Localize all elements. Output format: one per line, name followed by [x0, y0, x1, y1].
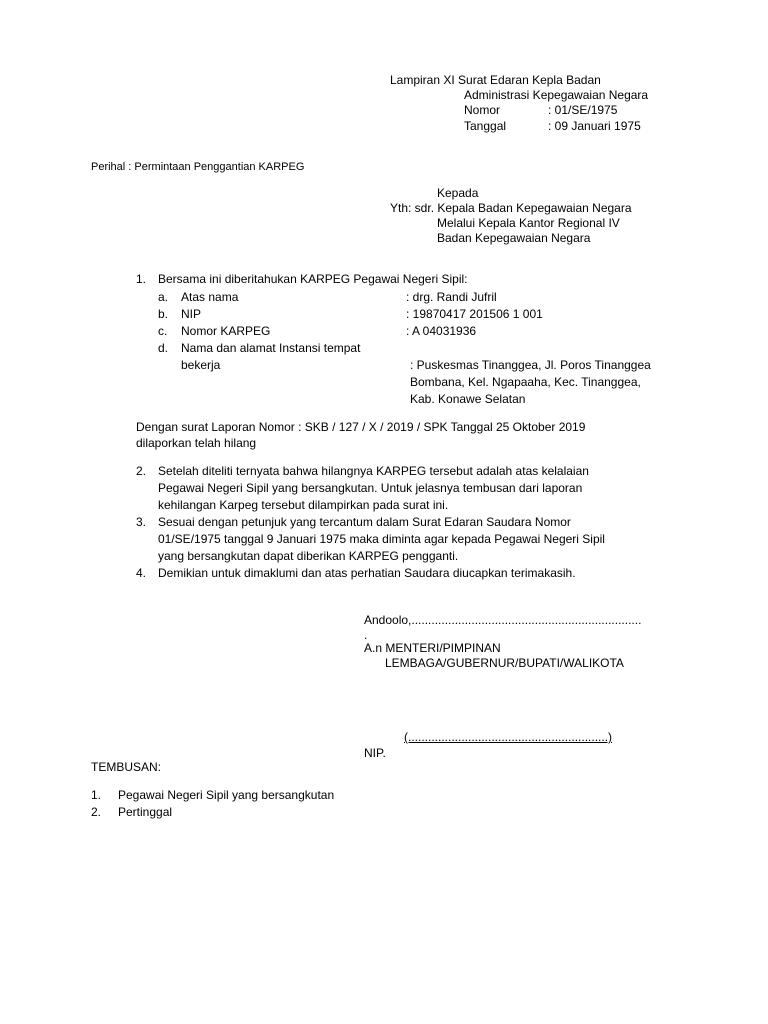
item-d-label1: Nama dan alamat Instansi tempat: [181, 341, 361, 355]
item-c-letter: c.: [158, 324, 168, 338]
item-d-value3: Kab. Konawe Selatan: [410, 392, 526, 406]
point3-number: 3.: [136, 515, 147, 529]
tanggal-label: Tanggal: [464, 119, 507, 133]
lampiran-line1: Lampiran XI Surat Edaran Kepla Badan: [390, 73, 601, 87]
item-b-letter: b.: [158, 307, 169, 321]
item-b-value: : 19870417 201506 1 001: [406, 307, 543, 321]
item-a-value: : drg. Randi Jufril: [406, 290, 497, 304]
item-d-letter: d.: [158, 341, 169, 355]
nomor-value: : 01/SE/1975: [548, 103, 618, 117]
perihal: Perihal : Permintaan Penggantian KARPEG: [91, 161, 305, 173]
kepada-line3: Badan Kepegawaian Negara: [437, 231, 591, 245]
signature-nip: NIP.: [364, 746, 386, 760]
tembusan-item-1-text: Pegawai Negeri Sipil yang bersangkutan: [118, 788, 335, 802]
tembusan-item-2-text: Pertinggal: [118, 805, 173, 819]
tembusan-item-2-number: 2.: [91, 805, 102, 819]
point3-line1: Sesuai dengan petunjuk yang tercantum dalam Surat Edaran Saudara Nomor: [158, 515, 571, 529]
item-d-value2: Bombana, Kel. Ngapaaha, Kec. Tinanggea,: [410, 375, 641, 389]
nomor-label: Nomor: [464, 103, 501, 117]
point1-text: Bersama ini diberitahukan KARPEG Pegawai Negeri Sipil:: [158, 272, 468, 286]
laporan-line1: Dengan surat Laporan Nomor : SKB / 127 / X / 2019 / SPK Tanggal 25 Oktober 2019: [136, 420, 586, 434]
laporan-line2: dilaporkan telah hilang: [136, 436, 257, 450]
kepada-line2: Melalui Kepala Kantor Regional IV: [437, 216, 620, 230]
item-a-letter: a.: [158, 290, 169, 304]
signature-dot: .: [364, 628, 368, 642]
kepada-yth: Yth: sdr. Kepala Badan Kepegawaian Negara: [390, 201, 632, 215]
item-d-label2: bekerja: [181, 358, 221, 372]
signature-place: Andoolo,.....................................................................: [364, 613, 642, 627]
item-c-label: Nomor KARPEG: [181, 324, 271, 338]
point4-number: 4.: [136, 566, 147, 580]
point2-line3: kehilangan Karpeg tersebut dilampirkan pada surat ini.: [158, 498, 449, 512]
kepada-label: Kepada: [437, 186, 479, 200]
signature-an: A.n MENTERI/PIMPINAN: [364, 641, 501, 655]
item-d-value1: : Puskesmas Tinanggea, Jl. Poros Tinanggea: [410, 358, 651, 372]
tembusan-item-1-number: 1.: [91, 788, 102, 802]
point2-line2: Pegawai Negeri Sipil yang bersangkutan. Untuk jelasnya tembusan dari laporan: [158, 481, 583, 495]
signature-role: LEMBAGA/GUBERNUR/BUPATI/WALIKOTA: [385, 656, 624, 670]
point1-number: 1.: [136, 272, 147, 286]
point3-line2: 01/SE/1975 tanggal 9 Januari 1975 maka diminta agar kepada Pegawai Negeri Sipil: [158, 532, 605, 546]
point3-line3: yang bersangkutan dapat diberikan KARPEG pengganti.: [158, 549, 459, 563]
tembusan-title: TEMBUSAN:: [91, 760, 162, 774]
point2-number: 2.: [136, 464, 147, 478]
point2-line1: Setelah diteliti ternyata bahwa hilangnya KARPEG tersebut adalah atas kelalaian: [158, 464, 589, 478]
lampiran-line2: Administrasi Kepegawaian Negara: [464, 88, 649, 102]
point4-line1: Demikian untuk dimaklumi dan atas perhatian Saudara diucapkan terimakasih.: [158, 566, 576, 580]
item-a-label: Atas nama: [181, 290, 239, 304]
signature-name: (............................................................): [404, 730, 613, 744]
item-b-label: NIP: [181, 307, 202, 321]
item-c-value: : A 04031936: [406, 324, 477, 338]
tanggal-value: : 09 Januari 1975: [548, 119, 641, 133]
